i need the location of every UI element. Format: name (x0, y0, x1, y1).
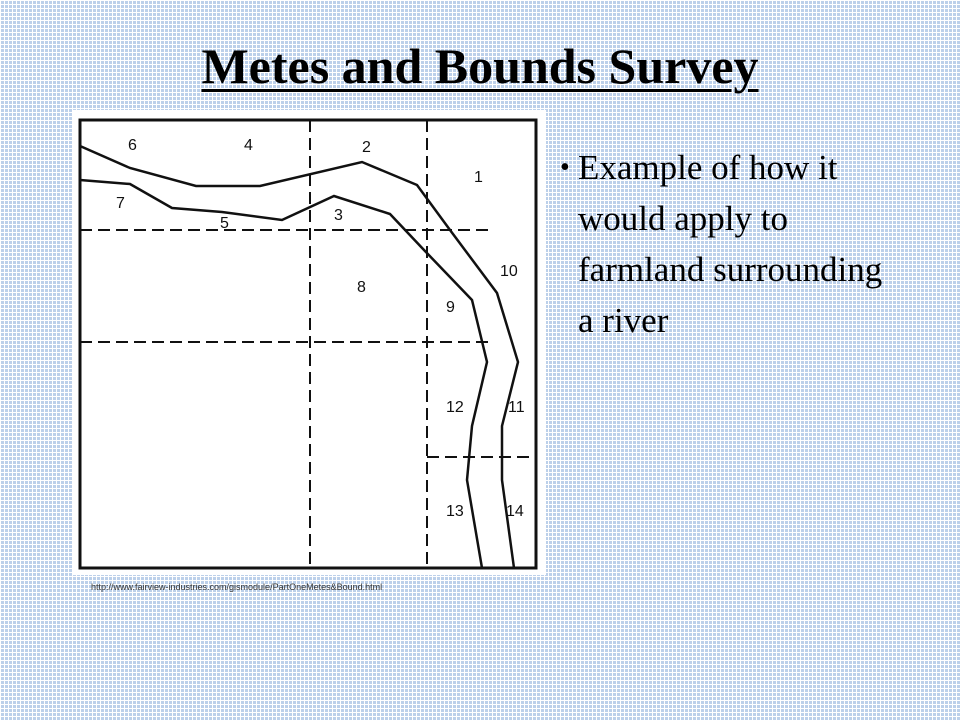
slide-title (0, 30, 960, 102)
parcel-label-11: 11 (508, 399, 525, 416)
survey-map (72, 110, 546, 575)
parcel-label-14: 14 (506, 503, 524, 520)
survey-map-drawing (72, 110, 546, 575)
parcel-label-2: 2 (362, 139, 371, 156)
parcel-label-4: 4 (244, 137, 253, 154)
parcel-label-1: 1 (474, 169, 483, 186)
bullet-text: Example of how it would apply to farmland surrounding a river (578, 148, 883, 340)
parcel-label-5: 5 (220, 215, 229, 232)
parcel-label-12: 12 (446, 399, 464, 416)
bullet-list (560, 142, 900, 346)
slide-title-text: Metes and Bounds Survey (201, 38, 759, 94)
source-caption: http://www.fairview-industries.com/gismodule/PartOneMetes&Bound.html (91, 582, 383, 592)
parcel-label-10: 10 (500, 263, 518, 280)
parcel-label-3: 3 (334, 207, 343, 224)
parcel-label-9: 9 (446, 299, 455, 316)
parcel-label-6: 6 (128, 137, 137, 154)
parcel-label-7: 7 (116, 195, 125, 212)
parcel-label-8: 8 (357, 279, 366, 296)
bullet-item (560, 142, 900, 346)
bullet-dot-icon: • (560, 152, 570, 183)
parcel-label-13: 13 (446, 503, 464, 520)
